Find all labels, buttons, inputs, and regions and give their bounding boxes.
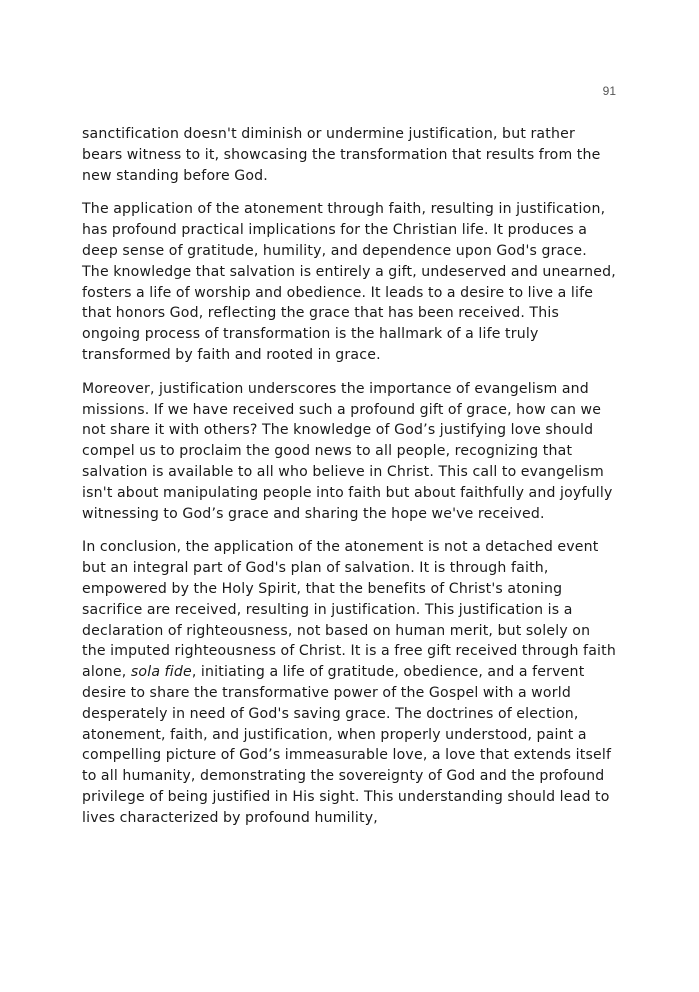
paragraph-evangelism: Moreover, justification underscores the importance of evangelism and missions. If we have received such a profound gift of grace, how can we not share it with others? The knowledge of God’s justifying love should compel us to proclaim the good news to all people, recognizing that salvation is available to all who believe in Christ. This call to evangelism isn't about manipulating people into faith but about faithfully and joyfully witnessing to God’s grace and sharing the hope we've received. — [82, 380, 613, 522]
paragraph-conclusion — [82, 537, 618, 828]
paragraph-application: The application of the atonement through faith, resulting in justification, has profound practical implications for the Christian life. It produces a deep sense of gratitude, humility, and dependence upon God's grace. The knowledge that salvation is entirely a gift, undeserved and unearned, fosters a life of worship and obedience. It leads to a desire to live a life that honors God, reflecting the grace that has been received. This ongoing process of transformation is the hallmark of a life truly transformed by faith and rooted in grace. — [82, 201, 616, 363]
paragraph-sanctification: sanctification doesn't diminish or undermine justification, but rather bears witness to it, showcasing the transformation that results from the new standing before God. — [82, 126, 601, 184]
body-text — [82, 124, 618, 842]
conclusion-text-start: In conclusion, the application of the atonement is not a detached event but an integral part of God's plan of salvation. It is through faith, empowered by the Holy Spirit, that the benefits of Christ's atoning sacrifice are received, resulting in justification. This justification is a declaration of righteousness, not based on human merit, but solely on the imputed righteousness of Christ. It is a free gift received through faith alone, — [82, 539, 617, 681]
page-number: 91 — [602, 84, 616, 98]
sola-fide-term: sola fide — [130, 664, 192, 681]
conclusion-text-end: , initiating a life of gratitude, obedience, and a fervent desire to share the transformative power of the Gospel with a world desperately in need of God's saving grace. The doctrines of election, atonement, faith, and justification, when properly understood, paint a compelling picture of God’s immeasurable love, a love that extends itself to all humanity, demonstrating the sovereignty of God and the profound privilege of being justified in His sight. This understanding should lead to lives characterized by profound humility, — [82, 664, 612, 826]
